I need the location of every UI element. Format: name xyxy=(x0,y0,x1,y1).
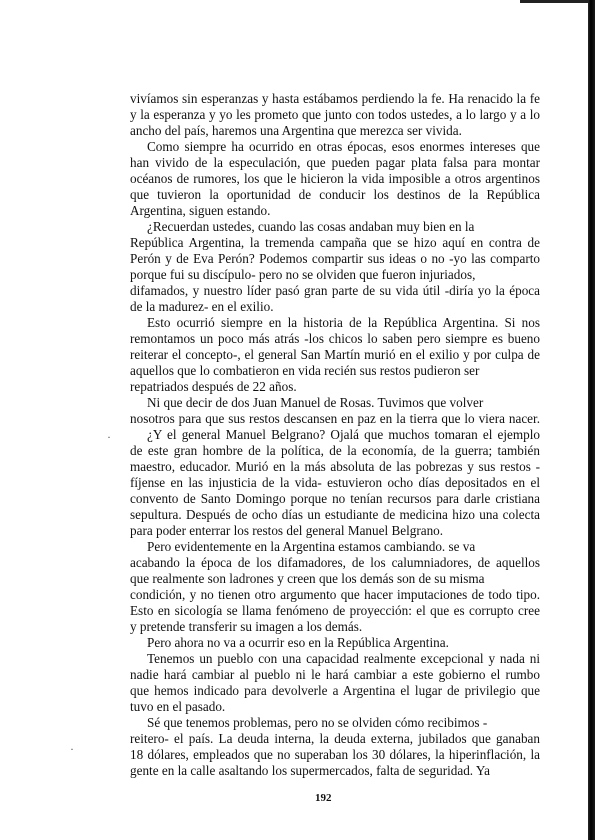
text-line: condición, y no tienen otro argumento que hacer imputaciones de todo tipo. xyxy=(130,587,540,602)
text-line: que realmente son ladrones y creen que los demás son de su misma xyxy=(130,571,485,586)
text-line: que hemos indicado para devolverle a Argentina el lugar de privilegio que xyxy=(130,683,540,698)
text-line: Pero evidentemente en la Argentina estamos cambiando. se va xyxy=(147,539,476,554)
text-line: Tenemos un pueblo con una capacidad realmente excepcional y nada ni xyxy=(147,651,540,666)
text-line: convento de Santo Domingo porque no tenían recursos para darle cristiana xyxy=(130,491,540,506)
text-line: vivíamos sin esperanzas y hasta estábamos perdiendo la fe. Ha renacido la fe xyxy=(130,91,540,106)
text-line: Ni que decir de dos Juan Manuel de Rosas. Tuvimos que volver xyxy=(147,395,484,410)
text-line: Argentina, siguen estando. xyxy=(130,203,271,218)
text-line: han vivido de la especulación, que pueden pagar plata falsa para montar xyxy=(130,155,540,170)
text-line: Sé que tenemos problemas, pero no se olviden cómo recibimos - xyxy=(147,715,488,730)
text-line: acabando la época de los difamadores, de los calumniadores, de aquellos xyxy=(130,555,540,570)
text-line: fíjense en las injusticia de la vida- estuvieron ocho días depositados en el xyxy=(130,475,540,490)
text-line: porque fui su discípulo- pero no se olviden que fueron injuriados, xyxy=(130,267,476,282)
text-line: ancho del país, haremos una Argentina que merezca ser vivida. xyxy=(130,123,462,138)
scan-speck: · xyxy=(107,430,111,444)
text-line: Pero ahora no va a ocurrir eso en la República Argentina. xyxy=(147,635,449,650)
text-line: nosotros para que sus restos descansen en paz en la tierra que lo viera nacer. xyxy=(130,411,540,426)
text-line: Esto en sicología se llama fenómeno de proyección: el que es corrupto cree xyxy=(130,603,540,618)
text-line: República Argentina, la tremenda campaña que se hizo aquí en contra de xyxy=(130,235,540,250)
text-line: y la esperanza y yo les prometo que junto con todos ustedes, a lo largo y a lo xyxy=(130,107,540,122)
text-line: de este gran hombre de la política, de la economía, de la guerra; también xyxy=(130,443,540,458)
text-line: Esto ocurrió siempre en la historia de la República Argentina. Si nos xyxy=(147,315,540,330)
text-line: repatriados después de 22 años. xyxy=(130,379,297,394)
text-line: remontamos un poco más atrás -los chicos lo saben pero siempre es bueno xyxy=(130,331,540,346)
text-line: 18 dólares, empleados que no superaban los 30 dólares, la hiperinflación, la xyxy=(130,747,540,762)
page-number: 192 xyxy=(315,792,332,804)
text-line: sepultura. Después de ocho días un estudiante de medicina hizo una colecta xyxy=(130,507,540,522)
text-line: maestro, educador. Murió en la más absoluta de las pobrezas y sus restos - xyxy=(130,459,540,474)
text-line: nadie hará cambiar al pueblo ni le hará cambiar a este gobierno el rumbo xyxy=(130,667,540,682)
text-line: que tuvieron la oportunidad de conducir los destinos de la República xyxy=(130,187,540,202)
scan-speck: · xyxy=(70,742,74,756)
text-line: reiterar el concepto-, el general San Martín murió en el exilio y por culpa de xyxy=(130,347,540,362)
text-line: para poder enterrar los restos del general Manuel Belgrano. xyxy=(130,523,444,538)
text-line: ¿Y el general Manuel Belgrano? Ojalá que muchos tomaran el ejemplo xyxy=(147,427,540,442)
text-line: Perón y de Eva Perón? Podemos compartir sus ideas o no -yo las comparto xyxy=(130,251,540,266)
text-line: aquellos que lo combatieron en vida recién sus restos pudieron ser xyxy=(130,363,480,378)
text-line: y pretende transferir su imagen a los demás. xyxy=(130,619,363,634)
text-line: de la madurez- en el exilio. xyxy=(130,299,274,314)
text-line: océanos de rumores, los que le hicieron la vida imposible a otros argentinos xyxy=(130,171,540,186)
text-line: Como siempre ha ocurrido en otras épocas, esos enormes intereses que xyxy=(147,139,540,154)
text-line: difamados, y nuestro líder pasó gran parte de su vida útil -diría yo la época xyxy=(130,283,540,298)
text-line: tuvo en el pasado. xyxy=(130,699,226,714)
text-line: gente en la calle asaltando los supermercados, falta de seguridad. Ya xyxy=(130,763,490,778)
text-line: reitero- el país. La deuda interna, la deuda externa, jubilados que ganaban xyxy=(130,731,540,746)
text-line: ¿Recuerdan ustedes, cuando las cosas andaban muy bien en la xyxy=(147,219,475,234)
